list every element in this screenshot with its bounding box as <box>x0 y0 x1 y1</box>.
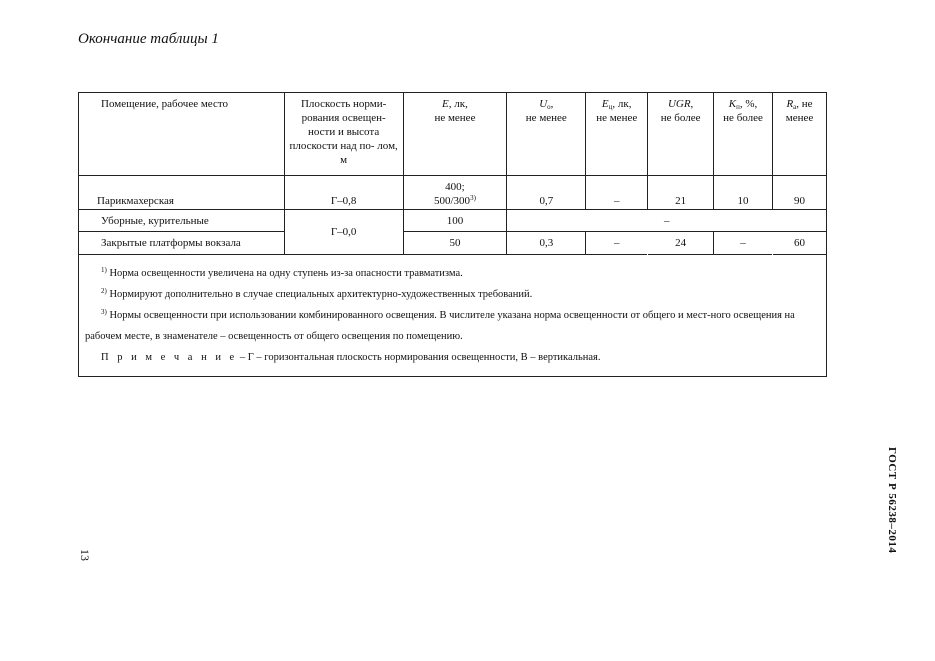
header-Kp-subscript: п <box>736 103 740 111</box>
footnote-2-mark: 2) <box>101 287 107 295</box>
row-plane: Г–0,8 <box>284 176 403 210</box>
header-U-subscript: о <box>547 103 551 111</box>
row-Kp: 10 <box>714 176 773 210</box>
header-UGR-unit: , <box>690 98 694 110</box>
row-U: 0,7 <box>507 176 586 210</box>
header-Ra-subscript: a <box>793 103 797 111</box>
header-Ec-symbol: E <box>601 98 609 110</box>
row-E: 100 <box>403 210 507 232</box>
table-notes <box>79 255 827 377</box>
row-E <box>403 176 507 210</box>
continuation-title: Окончание таблицы 1 <box>78 31 219 47</box>
header-Ra <box>773 93 827 176</box>
header-U-unit: , <box>550 98 554 110</box>
standard-code: ГОСТ Р 56238–2014 <box>886 447 898 554</box>
row-UGR: 21 <box>648 176 714 210</box>
header-room: Помещение, рабочее место <box>79 93 285 176</box>
header-E-symbol: E <box>442 98 449 110</box>
footnote-2 <box>85 284 820 305</box>
footnote-1-mark: 1) <box>101 266 107 274</box>
header-E-limit: не менее <box>434 112 476 124</box>
row-rest-dash: – <box>507 210 827 232</box>
header-Kp <box>714 93 773 176</box>
row-Ra: 90 <box>773 176 827 210</box>
notes-row <box>79 255 827 377</box>
table-row <box>79 176 827 210</box>
table-header-row <box>79 93 827 176</box>
header-Ra-symbol: R <box>786 98 794 110</box>
remark <box>85 347 820 368</box>
page-number: 13 <box>78 549 92 561</box>
row-room: Уборные, курительные <box>79 210 285 232</box>
footnote-2-text: Нормируют дополнительно в случае специальных архитектурно-художественных требований. <box>106 289 533 300</box>
row-E-line2: 500/300 <box>434 195 471 207</box>
footnote-3-mark: 3) <box>101 308 107 316</box>
footnote-3-text: Нормы освещенности при использовании комбинированного освещения. В числителе указана норма освещенности от общего и мест-ного освещения на рабочем месте, в знаменателе – освещенность от общего освещения по помещению. <box>85 310 795 342</box>
footnote-3 <box>85 305 820 347</box>
footnote-1-text: Норма освещенности увеличена на одну ступень из-за опасности травматизма. <box>106 268 463 279</box>
remark-label: П р и м е ч а н и е <box>101 352 238 363</box>
row-room: Закрытые платформы вокзала <box>79 232 285 255</box>
row-U: 0,3 <box>507 232 586 255</box>
header-U <box>507 93 586 176</box>
footnote-1 <box>85 263 820 284</box>
row-Ec: – <box>586 176 648 210</box>
remark-text: – Г – горизонтальная плоскость нормирования освещенности, В – вертикальная. <box>237 352 601 363</box>
header-Kp-unit: , %, <box>739 98 758 110</box>
header-Ec-subscript: ц <box>608 103 613 111</box>
row-Ra: 60 <box>773 232 827 255</box>
header-Ec <box>586 93 648 176</box>
header-UGR-limit: не более <box>660 112 701 124</box>
row-Ec: – <box>586 232 648 255</box>
table-row <box>79 232 827 255</box>
header-UGR-symbol: UGR <box>667 98 691 110</box>
header-Kp-symbol: K <box>728 98 737 110</box>
header-plane: Плоскость норми- рования освещен- ности и высота плоскости над по- лом, м <box>284 93 403 176</box>
lighting-norms-table <box>78 92 827 377</box>
row-UGR: 24 <box>648 232 714 255</box>
header-UGR <box>648 93 714 176</box>
header-Ra-limit: менее <box>785 112 814 124</box>
header-Kp-limit: не более <box>723 112 763 124</box>
header-U-symbol: U <box>539 98 548 110</box>
row-room: Парикмахерская <box>79 176 285 210</box>
row-Kp: – <box>714 232 773 255</box>
header-E-unit: , лк, <box>448 98 468 110</box>
row-E: 50 <box>403 232 507 255</box>
header-U-limit: не менее <box>525 112 567 124</box>
table-row <box>79 210 827 232</box>
header-Ra-unit: , не <box>796 98 813 110</box>
row-E-line1: 400; <box>445 181 465 193</box>
header-Ec-unit: , лк, <box>612 98 632 110</box>
row-E-footnote: 3) <box>470 194 476 202</box>
header-Ec-limit: не менее <box>596 112 638 124</box>
header-E <box>403 93 507 176</box>
row-plane-merged: Г–0,0 <box>284 210 403 255</box>
